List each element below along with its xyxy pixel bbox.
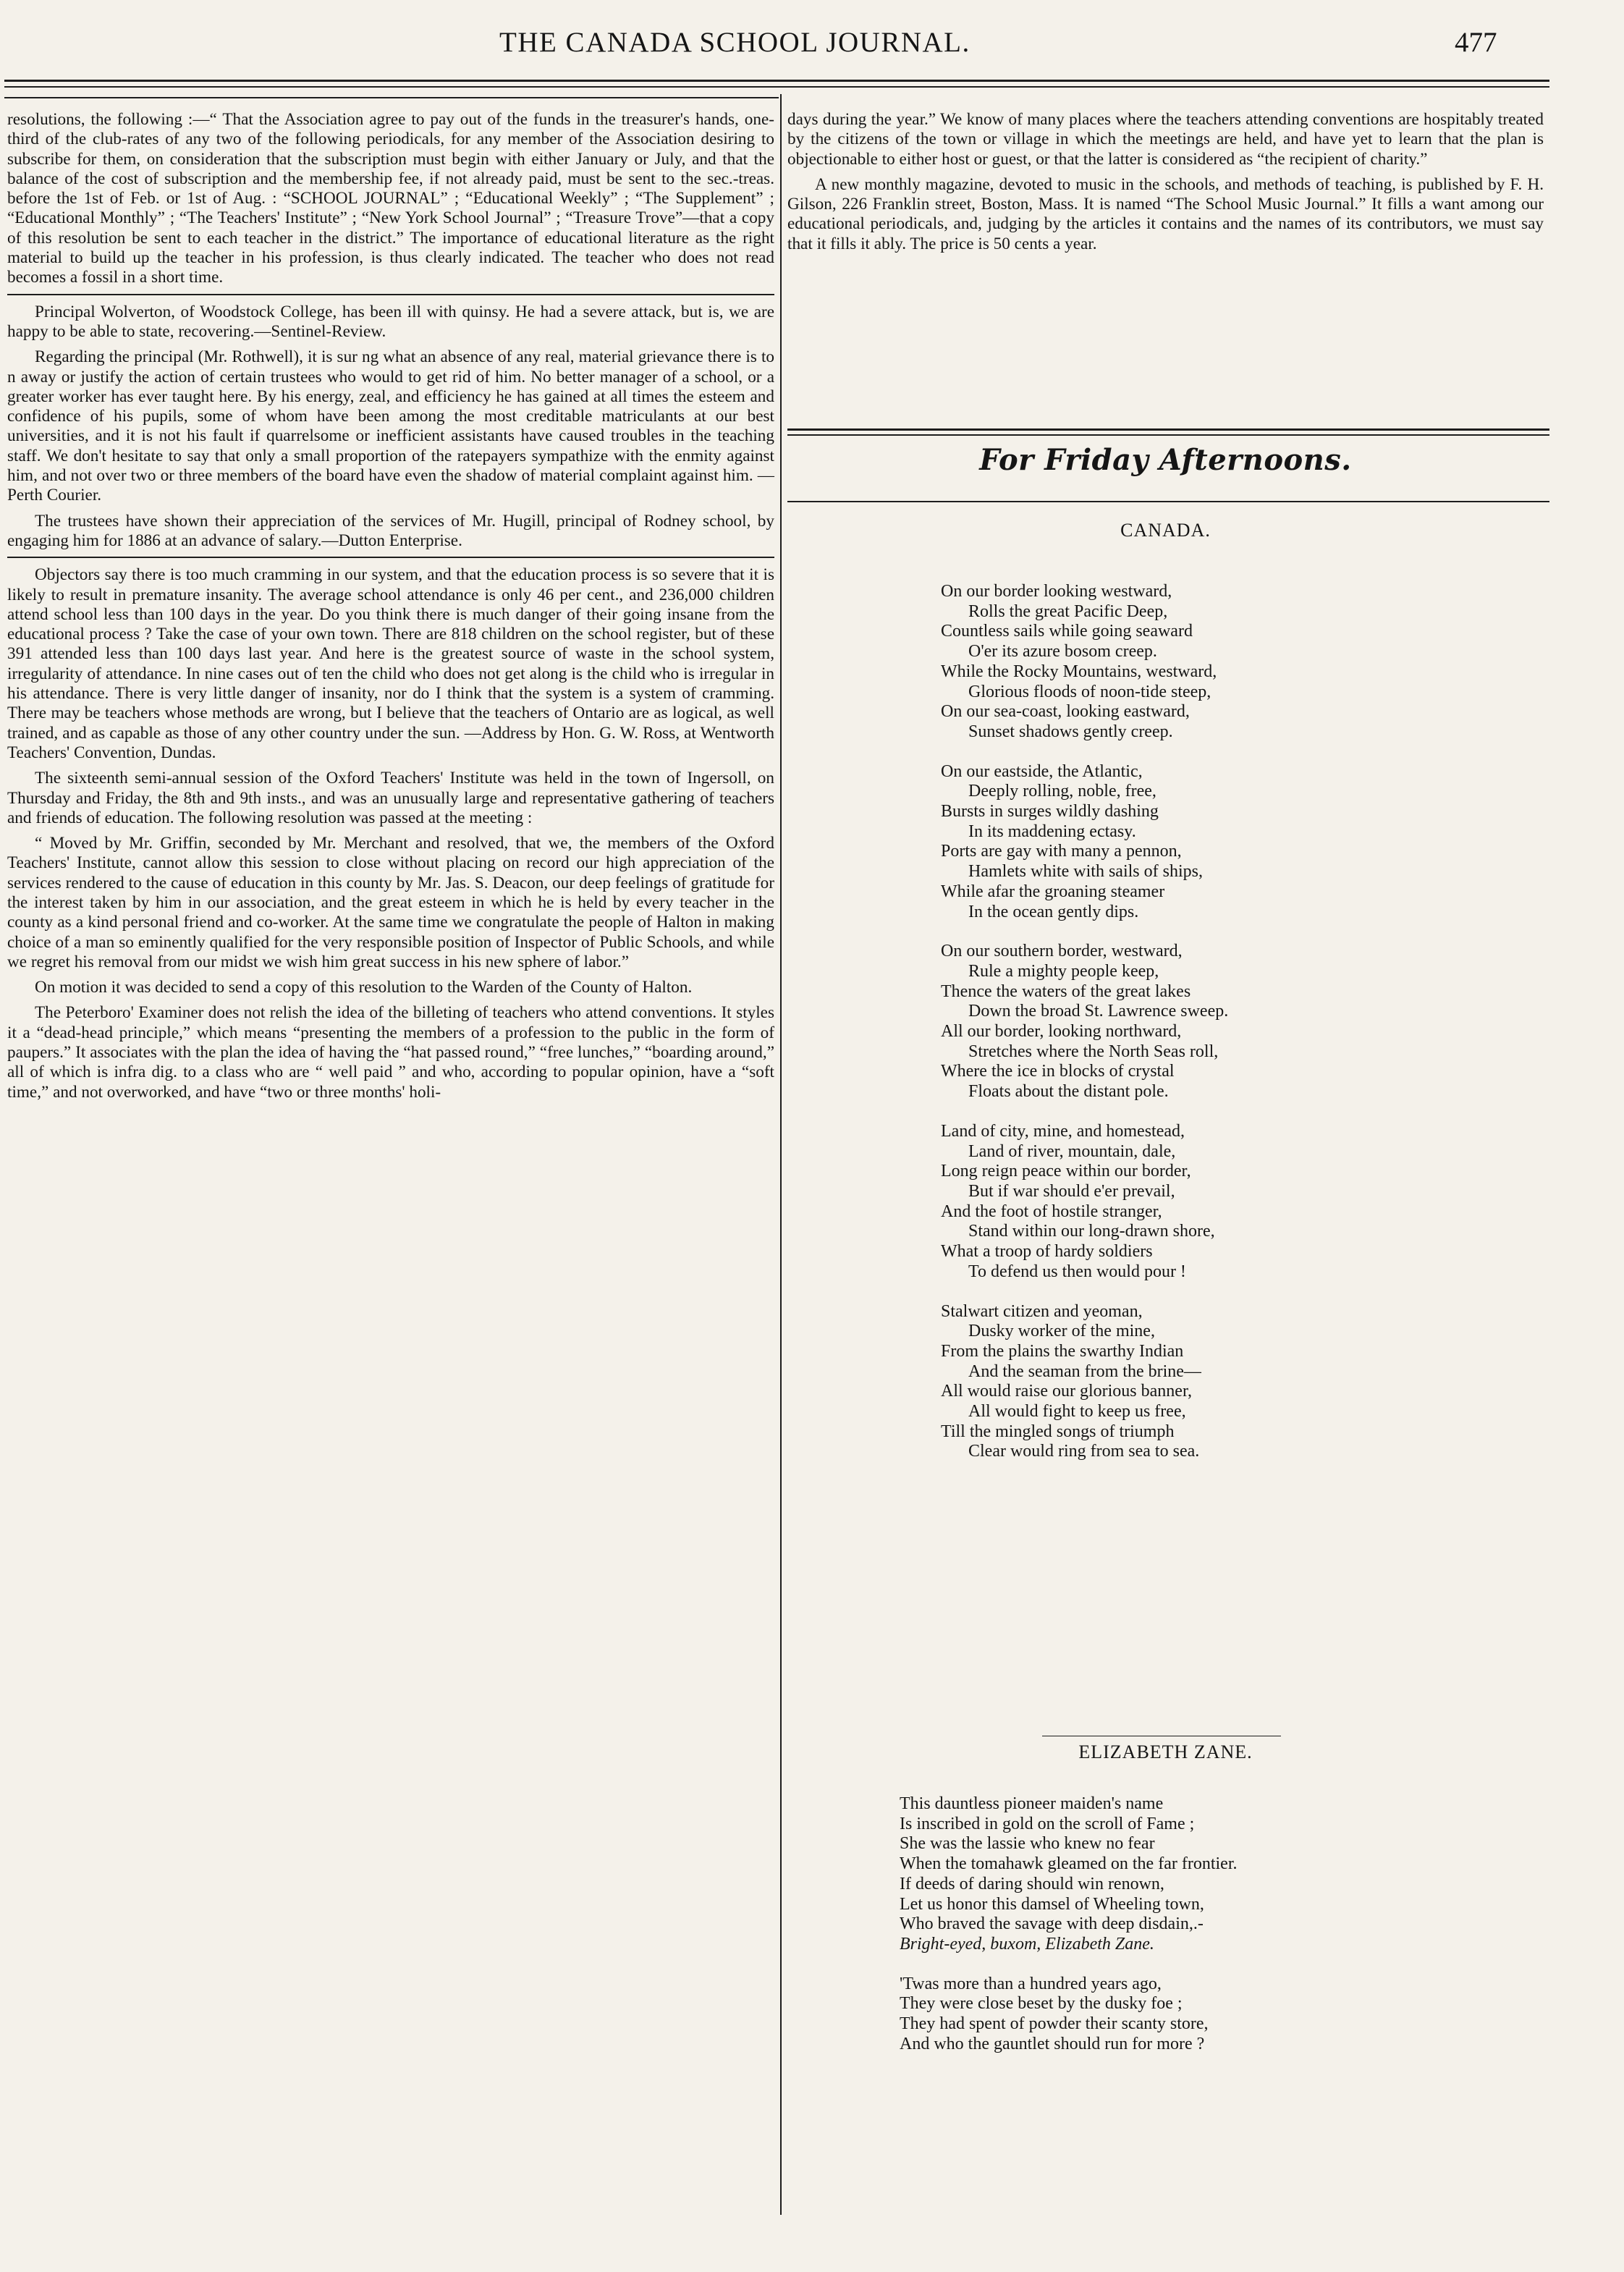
poem-line: Till the mingled songs of triumph (941, 1422, 1175, 1441)
poem-line: Bright-eyed, buxom, Elizabeth Zane. (900, 1934, 1154, 1954)
poem-stanza (900, 1794, 1238, 1955)
article-principal-wolverton: Principal Wolverton, of Woodstock College, has been ill with quinsy. He had a severe attack, but is, we are happy to be able to state, recovering.—Sentinel-Review. (7, 302, 774, 341)
left-column (7, 110, 774, 1108)
poem-line: They were close beset by the dusky foe ; (900, 1994, 1183, 2014)
poem-line: But if war should e'er prevail, (968, 1181, 1175, 1201)
article-association-resolution: resolutions, the following :—“ That the Association agree to pay out of the funds in the treasurer's hands, one-third of the club-rates of any two of the following periodicals, for any member of the Association desiring to subscribe for them, on consideration that the subscription must begin with either January or July, and that the balance of the cost of subscription and the membership fee, if not already paid, must be sent to the sec.-treas. before the 1st of Feb. or 1st of Aug. : “SCHOOL JOURNAL” ; “Educational Weekly” ; “The Supplement” ; “Educational Monthly” ; “The Teachers' Institute” ; “New York School Journal” ; “Treasure Trove”—that a copy of this resolution be sent to each teacher in the district.” The importance of educational literature as the right material to build up the teacher in his profession, is thus clearly indicated. The teacher who does not read becomes a fossil in a short time. (7, 110, 774, 287)
poem-line: On our sea-coast, looking eastward, (941, 702, 1190, 722)
poem-line: Thence the waters of the great lakes (941, 981, 1191, 1001)
poem-line: Stand within our long-drawn shore, (968, 1222, 1215, 1241)
poem-line: In its maddening ectasy. (968, 822, 1136, 841)
poem-line: Stalwart citizen and yeoman, (941, 1301, 1143, 1321)
poem-line: All our border, looking northward, (941, 1022, 1182, 1042)
poem-line: And who the gauntlet should run for more ? (900, 2034, 1205, 2053)
article-billeting-continued: days during the year.” We know of many places where the teachers attending conventions are hospitably treated by the citizens of the town or village in which the meetings are held, and have yet to learn that the plan is objectionable to either host or guest, or that the latter is considered as “the recipient of charity.” (787, 110, 1544, 169)
poem-line: Deeply rolling, noble, free, (968, 782, 1156, 801)
article-school-music-journal: A new monthly magazine, devoted to music in the schools, and methods of teaching, is published by F. H. Gilson, 226 Franklin street, Boston, Mass. It is named “The School Music Journal.” It fills a want among our educational periodicals, and, judging by the articles it contains and the names of its contributors, we must say that it fills it ably. The price is 50 cents a year. (787, 174, 1544, 253)
article-halton-motion: On motion it was decided to send a copy of this resolution to the Warden of the County of Halton. (35, 978, 693, 997)
article-principal-rothwell: Regarding the principal (Mr. Rothwell), it is sur ng what an absence of any real, material grievance there is to n away or justify the action of certain trustees who would to get rid of him. No better manager of a school, or a greater worker has ever taught here. By his energy, zeal, and efficiency he has gained at all times the esteem and confidence of his pupils, some of whom have been among the most creditable matriculants at our best universities, and it is not his fault if quarrelsome or inefficient assistants have caused troubles in the teaching staff. We don't hesitate to say that only a small proportion of the ratepayers sympathize with the enmity against him, and not over two or three members of the board have even the shadow of material complaint against him. —Perth Courier. (7, 347, 774, 505)
poem-stanza (941, 942, 1228, 1102)
article-griffin-resolution: “ Moved by Mr. Griffin, seconded by Mr. Merchant and resolved, that we, the members of the Oxford Teachers' Institute, cannot allow this session to close without placing on record our high appreciation of the services rendered to the cause of education in this county by Mr. Jas. S. Deacon, our deep feelings of gratitude for the interest taken by him in our association, and the great esteem in which he is held by every teacher in the county as a kind personal friend and co-worker. At the same time we congratulate the people of Halton in making choice of a man so eminently qualified for the very responsible position of Inspector of Public Schools, and while we regret his removal from our midst we wish him great success in his new sphere of labor.” (7, 834, 774, 971)
poem-line: And the foot of hostile stranger, (941, 1202, 1162, 1221)
poem-line: Rolls the great Pacific Deep, (968, 601, 1168, 621)
poem-line: Hamlets white with sails of ships, (968, 862, 1203, 882)
poem-title-elizabeth-zane: ELIZABETH ZANE. (1078, 1741, 1253, 1762)
poem-line: What a troop of hardy soldiers (941, 1242, 1153, 1262)
article-peterboro-examiner: The Peterboro' Examiner does not relish the idea of the billeting of teachers who attend conventions. It styles it a “dead-head principle,” which means “presenting the members of a profession to the public in the form of paupers.” It associates with the plan the idea of having the “hat passed round,” “free lunches,” “boarding around,” all of which is infra dig. to a class who are “ well paid ” and who, according to popular opinion, have a “soft time,” and not overworked, and have “two or three months' holi- (7, 1003, 774, 1102)
section-rule-top (787, 428, 1549, 431)
header-rule-left-third (4, 97, 779, 98)
poem-line: On our eastside, the Atlantic, (941, 761, 1143, 781)
poem-line: Land of city, mine, and homestead, (941, 1121, 1185, 1141)
journal-title: THE CANADA SCHOOL JOURNAL. (499, 27, 970, 58)
poem-line: Long reign peace within our border, (941, 1162, 1191, 1181)
poem-stanza (900, 1975, 1238, 2055)
poem-line: All would fight to keep us free, (968, 1402, 1186, 1422)
right-column-prose (787, 110, 1544, 260)
poem-line: On our border looking westward, (941, 582, 1172, 601)
poem-line: On our southern border, westward, (941, 942, 1183, 961)
poem-line: Land of river, mountain, dale, (968, 1141, 1176, 1161)
poem-elizabeth-zane (900, 1794, 1238, 2074)
poem-title-canada: CANADA. (1120, 520, 1211, 541)
poem-line: Countless sails while going seaward (941, 622, 1193, 641)
poem-line: Where the ice in blocks of crystal (941, 1062, 1175, 1081)
poem-line: While the Rocky Mountains, westward, (941, 662, 1217, 681)
poem-line: To defend us then would pour ! (968, 1262, 1186, 1281)
poem-line: Floats about the distant pole. (968, 1082, 1169, 1102)
article-separator (7, 294, 774, 295)
header-rule-top (4, 80, 1549, 82)
poem-line: Sunset shadows gently creep. (968, 722, 1173, 741)
poem-line: She was the lassie who knew no fear (900, 1834, 1155, 1854)
poem-line: Let us honor this damsel of Wheeling town, (900, 1894, 1204, 1914)
running-header (0, 26, 1624, 62)
poem-line: Clear would ring from sea to sea. (968, 1442, 1200, 1461)
poem-line: Who braved the savage with deep disdain,.- (900, 1914, 1204, 1934)
poem-line: Dusky worker of the mine, (968, 1322, 1155, 1341)
article-mr-hugill: The trustees have shown their appreciation of the services of Mr. Hugill, principal of Rodney school, by engaging him for 1886 at an advance of salary.—Dutton Enterprise. (7, 511, 774, 550)
poem-line: All would raise our glorious banner, (941, 1382, 1192, 1401)
poem-line: Ports are gay with many a pennon, (941, 842, 1182, 861)
poem-line: In the ocean gently dips. (968, 902, 1139, 921)
article-separator (7, 557, 774, 558)
poem-line: Glorious floods of noon-tide steep, (968, 682, 1211, 701)
poem-line: Bursts in surges wildly dashing (941, 802, 1159, 822)
poem-line: This dauntless pioneer maiden's name (900, 1794, 1164, 1813)
poem-line: And the seaman from the brine— (968, 1361, 1201, 1381)
poem-line: When the tomahawk gleamed on the far frontier. (900, 1854, 1238, 1874)
column-divider (780, 94, 782, 2215)
poem-line: Is inscribed in gold on the scroll of Fame ; (900, 1814, 1195, 1833)
poem-line: From the plains the swarthy Indian (941, 1341, 1184, 1361)
poem-line: 'Twas more than a hundred years ago, (900, 1974, 1162, 1993)
page-number: 477 (1455, 27, 1497, 58)
section-heading: For Friday Afternoons. (979, 443, 1352, 477)
poem-line: If deeds of daring should win renown, (900, 1874, 1164, 1893)
poem-line: They had spent of powder their scanty store, (900, 2014, 1209, 2034)
poem-stanza (941, 1122, 1228, 1283)
poem-canada (941, 582, 1228, 1482)
poem-line: While afar the groaning steamer (941, 882, 1165, 901)
poem-stanza (941, 762, 1228, 923)
header-rule-bottom (4, 86, 1549, 88)
article-oxford-institute: The sixteenth semi-annual session of the Oxford Teachers' Institute was held in the town of Ingersoll, on Thursday and Friday, the 8th and 9th insts., and was an unusually large and representative gathering of teachers and friends of education. The following resolution was passed at the meeting : (7, 769, 774, 827)
section-rule-bottom (787, 434, 1549, 436)
section-heading-underline (787, 501, 1549, 502)
poem-line: Rule a mighty people keep, (968, 961, 1159, 981)
poem-stanza (941, 582, 1228, 743)
poem-line: Down the broad St. Lawrence sweep. (968, 1002, 1229, 1021)
poem-stanza (941, 1302, 1228, 1463)
poem-line: Stretches where the North Seas roll, (968, 1042, 1219, 1061)
poem-line: O'er its azure bosom creep. (968, 642, 1157, 662)
article-cramming-objection: Objectors say there is too much cramming in our system, and that the education process is so severe that it is likely to result in premature insanity. The average school attendance is only 46 per cent., and 236,000 children attend school less than 100 days in the year. Do you think there is much danger of their going insane from the educational process ? Take the case of your own town. There are 818 children on the school register, but of these 391 attended less than 100 days last year. And here is the greatest source of waste in the school system, irregularity of attendance. In nine cases out of ten the child who does not get along is the child who is irregular in his attendance. There is very little danger of insanity, nor do I think that the system is a system of cramming. There may be teachers whose methods are wrong, but I believe that the teachers of Ontario are as logical, as well trained, and as capable as those of any other country under the sun. —Address by Hon. G. W. Ross, at Wentworth Teachers' Convention, Dundas. (7, 565, 774, 762)
